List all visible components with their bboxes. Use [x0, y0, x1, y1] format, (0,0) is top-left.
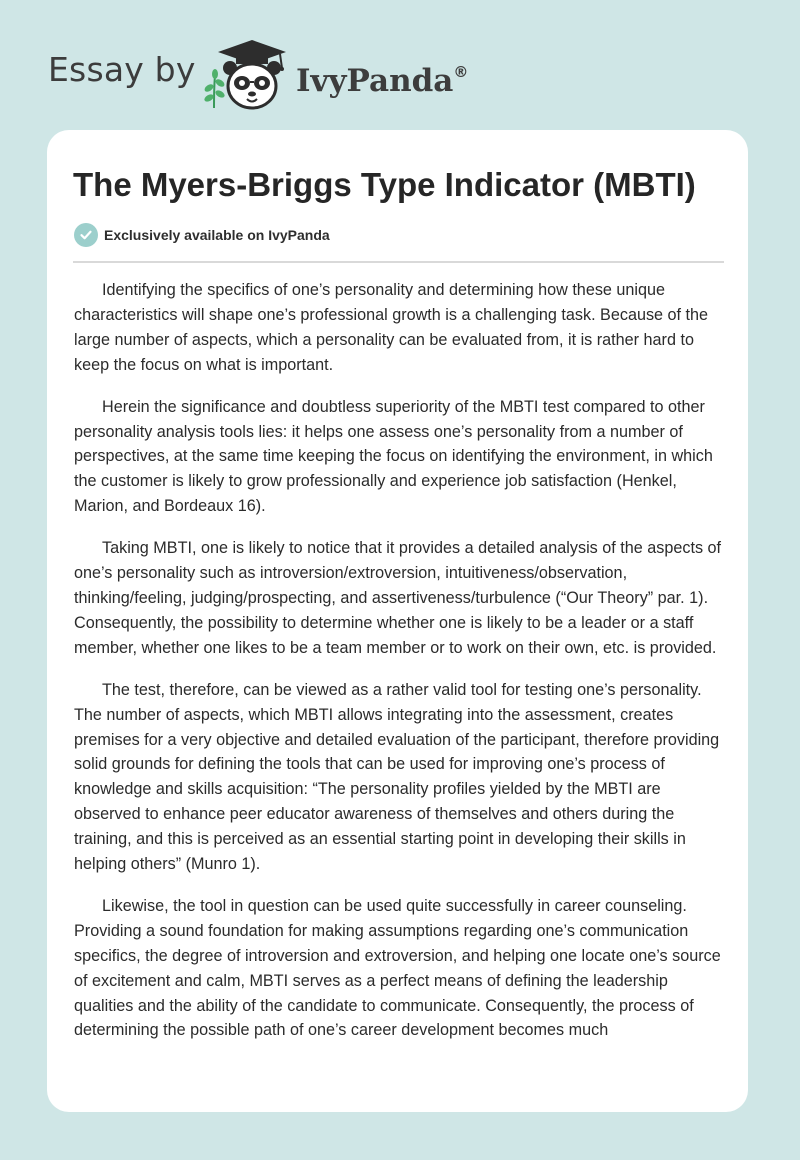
exclusive-label: Exclusively available on IvyPanda: [104, 227, 330, 243]
site-header: [0, 0, 800, 128]
check-icon: [74, 223, 98, 247]
paragraph: Likewise, the tool in question can be used quite successfully in career counseling. Providing a sound foundation for making assumptions regarding one’s communication specifics, the degree of introversion and extroversion, and helping one locate one’s source of excitement and calm, MBTI serves as a perfect means of defining the leadership qualities and the ability of the candidate to communicate. Consequently, the process of determining the possible path of one’s career development becomes much: [74, 896, 721, 1040]
brand-prefix: Essay by: [48, 50, 196, 89]
brand-name-text: IvyPanda: [296, 63, 454, 99]
registered-mark: ®: [453, 63, 469, 81]
divider: [73, 261, 724, 263]
leaf-icon: [203, 69, 226, 108]
paragraph: Herein the significance and doubtless superiority of the MBTI test compared to other personality analysis tools lies: it helps one assess one’s personality from a number of perspectives, at the same time keeping the focus on identifying the environment, in which the customer is likely to grow professionally and experience job satisfaction (Henkel, Marion, and Bordeaux 16).: [74, 397, 713, 516]
paragraph: Taking MBTI, one is likely to notice that it provides a detailed analysis of the aspects of one’s personality such as introversion/extroversion, intuitiveness/observation, thinking/feeling, judging/prospecting, and assertiveness/turbulence (“Our Theory” par. 1). Consequently, the possibility to determine whether one is likely to be a leader or a staff member, whether one likes to be a team member or to work on their own, etc. is provided.: [74, 539, 722, 657]
essay-card: [47, 130, 748, 1112]
panda-logo-icon[interactable]: [200, 36, 296, 112]
paragraph: Identifying the specifics of one’s personality and determining how these unique characteristics will shape one’s professional growth is a challenging task. Because of the large number of aspects, which a personality can be evaluated from, it is rather hard to keep the focus on what is important.: [74, 281, 709, 374]
brand-name[interactable]: [296, 50, 468, 103]
exclusive-badge: [74, 222, 330, 248]
paragraph: The test, therefore, can be viewed as a rather valid tool for testing one’s personality. The number of aspects, which MBTI allows integrating into the assessment, creates premises for a very objective and detailed evaluation of the participant, therefore providing solid grounds for defining the tools that can be used for improving one’s process of knowledge and skills acquisition: “The personality profiles yielded by the MBTI are observed to enhance peer educator awareness of themselves and others during the training, and this is perceived as an essential starting point in developing their skills in helping others” (Munro 1).: [74, 680, 720, 874]
essay-body: [74, 278, 726, 1060]
page-title: The Myers-Briggs Type Indicator (MBTI): [73, 166, 696, 203]
